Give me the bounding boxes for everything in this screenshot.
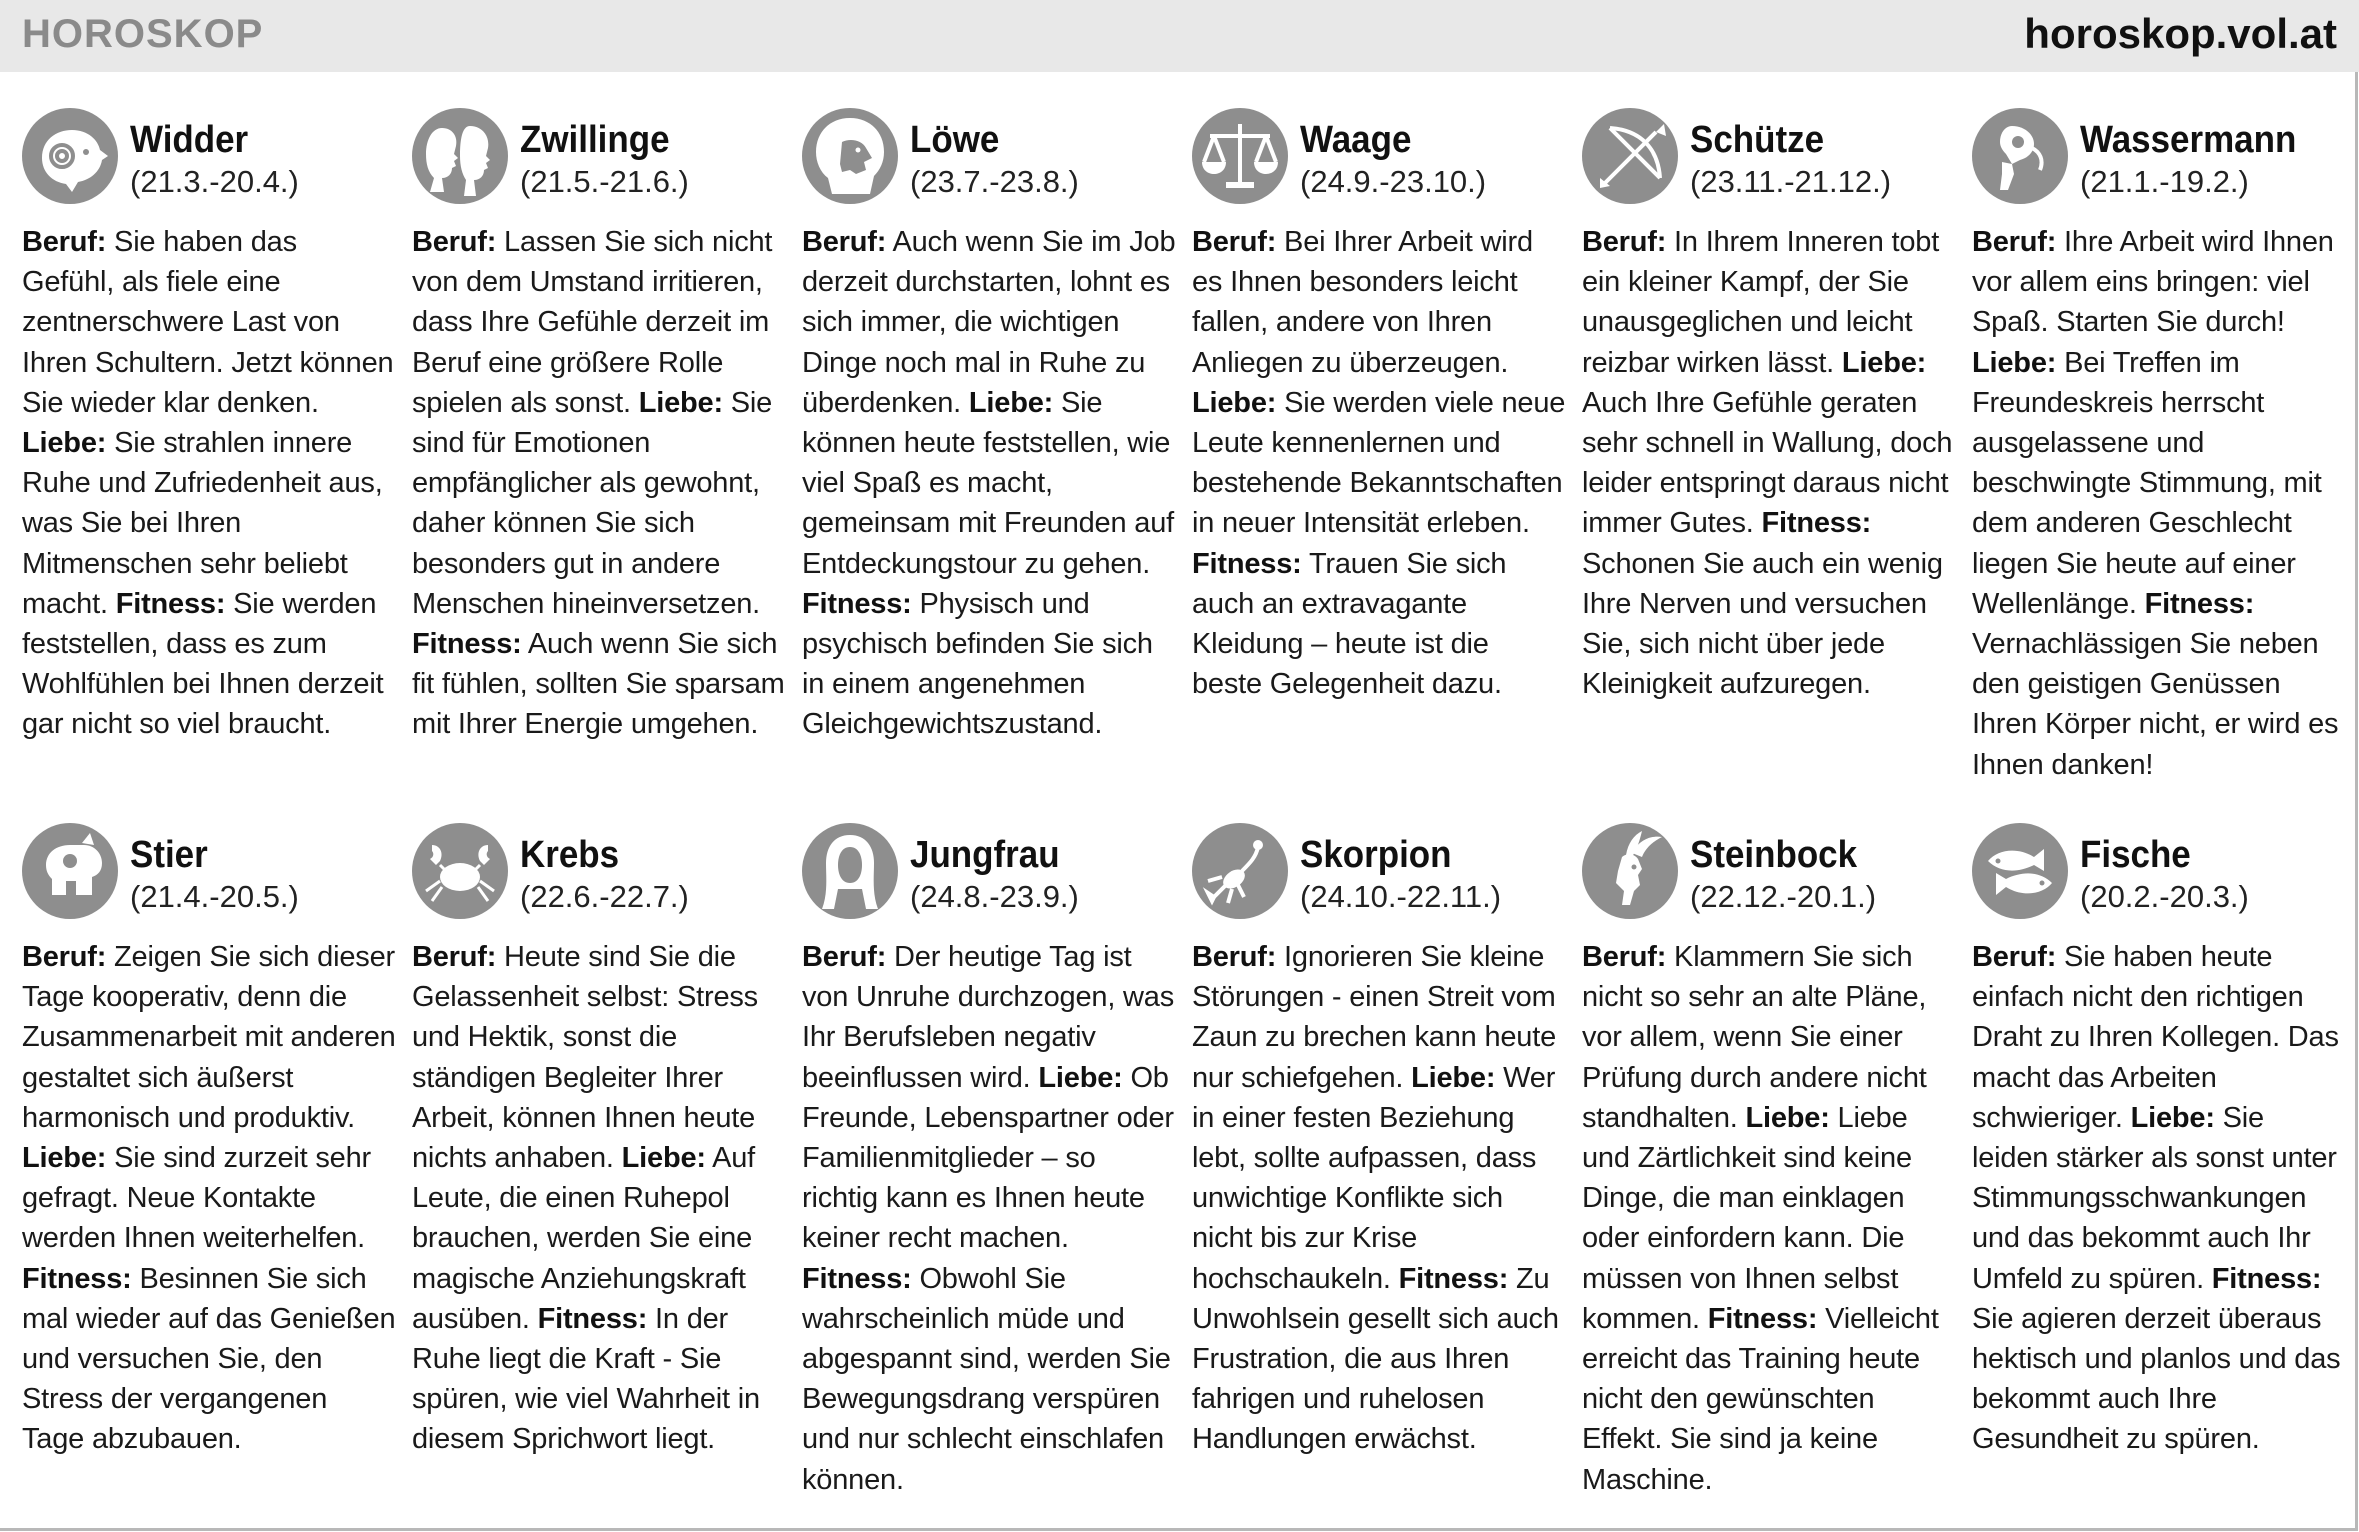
sign-name: Fische <box>2080 834 2191 876</box>
liebe-label: Liebe: <box>968 386 1054 419</box>
beruf-text: Zeigen Sie sich dieser Tage kooperativ, denn die Zusammenarbeit mit anderen gestaltet sich äußerst harmonisch und produktiv. <box>22 941 396 1134</box>
sign-dates: (24.10.-22.11.) <box>1300 879 1502 914</box>
liebe-text: Sie sind für Emotionen empfänglicher als gewohnt, daher können Sie sich besonders gut in andere Menschen hineinversetzen. <box>412 386 773 620</box>
sign-dates: (24.8.-23.9.) <box>910 879 1079 914</box>
liebe-text: Wer in einer festen Beziehung lebt, sollte aufpassen, dass unwichtige Konflikte sich nicht bis zur Krise hochschaukeln. <box>1192 1061 1556 1295</box>
fitness-label: Fitness: <box>412 628 522 661</box>
beruf-text: Auch wenn Sie im Job derzeit durchstarten, lohnt es sich immer, die wichtigen Dinge noch mal in Ruhe zu überdenken. <box>802 226 1176 419</box>
fitness-text: Schonen Sie auch ein wenig Ihre Nerven und versuchen Sie, sich nicht über jede Kleinigkeit aufzuregen. <box>1582 547 1943 701</box>
beruf-label: Beruf: <box>412 941 497 973</box>
liebe-text: Sie werden viele neue Leute kennenlernen und bestehende Bekanntschaften in neuer Intensität erleben. <box>1192 386 1566 540</box>
ram-icon <box>22 108 118 204</box>
sign-name: Jungfrau <box>910 834 1060 876</box>
sign-dates: (20.2.-20.3.) <box>2080 879 2249 914</box>
fitness-text: Auch wenn Sie sich fit fühlen, sollten Sie sparsam mit Ihrer Energie umgehen. <box>412 628 785 741</box>
sign-steinbock <box>1582 823 1956 1523</box>
sign-dates: (22.12.-20.1.) <box>1690 879 1877 914</box>
sign-text <box>1582 937 1956 1500</box>
section-title: HOROSKOP <box>22 12 264 56</box>
fitness-text: Zu Unwohlsein gesellt sich auch Frustration, die aus Ihren fahrigen und ruhelosen Handlungen erwächst. <box>1192 1262 1559 1456</box>
fitness-text: Besinnen Sie sich mal wieder auf das Genießen und versuchen Sie, den Stress der vergangenen Tage abzubauen. <box>22 1262 396 1456</box>
fish-icon <box>1972 823 2068 919</box>
sign-schuetze <box>1582 108 1956 823</box>
sign-wassermann <box>1972 108 2346 823</box>
archer-icon <box>1582 108 1678 204</box>
sign-name: Stier <box>130 834 208 876</box>
sign-widder <box>22 108 396 823</box>
site-link[interactable]: horoskop.vol.at <box>2024 10 2337 57</box>
fitness-label: Fitness: <box>802 1262 912 1295</box>
sign-text <box>1192 937 1566 1460</box>
liebe-label: Liebe: <box>1192 386 1277 419</box>
beruf-text: In Ihrem Inneren tobt ein kleiner Kampf, der Sie unausgeglichen und leicht reizbar wirken lässt. <box>1582 226 1940 379</box>
scales-icon <box>1192 108 1288 204</box>
sign-name: Schütze <box>1690 119 1825 161</box>
fitness-text: Sie agieren derzeit überaus hektisch und planlos und das bekommt auch Ihre Gesundheit zu spüren. <box>1972 1302 2341 1456</box>
beruf-text: Bei Ihrer Arbeit wird es Ihnen besonders leicht fallen, andere von Ihren Anliegen zu überzeugen. <box>1192 226 1533 379</box>
beruf-label: Beruf: <box>802 226 887 258</box>
beruf-label: Beruf: <box>22 941 107 973</box>
sign-name: Krebs <box>520 834 620 876</box>
beruf-text: Ignorieren Sie kleine Störungen - einen Streit vom Zaun zu brechen kann heute nur schiefgehen. <box>1192 941 1557 1094</box>
fitness-text: Trauen Sie sich auch an extravagante Kleidung – heute ist die beste Gelegenheit dazu. <box>1192 547 1507 701</box>
beruf-text: Heute sind Sie die Gelassenheit selbst: Stress und Hektik, sonst die ständigen Begleiter Ihrer Arbeit, können Ihnen heute nichts anhaben. <box>412 941 758 1175</box>
fitness-label: Fitness: <box>115 587 226 620</box>
sign-waage <box>1192 108 1566 823</box>
fitness-label: Fitness: <box>1707 1302 1818 1335</box>
sign-text <box>412 222 786 745</box>
sign-name: Wassermann <box>2080 119 2297 161</box>
beruf-label: Beruf: <box>802 941 887 973</box>
bull-icon <box>22 823 118 919</box>
sign-text <box>22 937 396 1460</box>
sign-text <box>802 937 1176 1500</box>
beruf-text: Sie haben das Gefühl, als fiele eine zentnerschwere Last von Ihren Schultern. Jetzt können Sie wieder klar denken. <box>22 226 394 419</box>
beruf-text: Lassen Sie sich nicht von dem Umstand irritieren, dass Ihre Gefühle derzeit im Beruf eine größere Rolle spielen als sonst. <box>412 226 773 419</box>
liebe-text: Sie strahlen innere Ruhe und Zufriedenheit aus, was Sie bei Ihren Mitmenschen sehr beliebt macht. <box>22 427 383 620</box>
beruf-text: Der heutige Tag ist von Unruhe durchzogen, was Ihr Berufsleben negativ beeinflussen wird. <box>802 941 1175 1094</box>
sign-dates: (22.6.-22.7.) <box>520 879 689 914</box>
sign-fische <box>1972 823 2346 1523</box>
beruf-label: Beruf: <box>22 226 107 258</box>
liebe-text: Sie sind zurzeit sehr gefragt. Neue Kontakte werden Ihnen weiterhelfen. <box>22 1142 371 1255</box>
beruf-text: Sie haben heute einfach nicht den richtigen Draht zu Ihren Kollegen. Das macht das Arbeiten schwieriger. <box>1972 941 2339 1134</box>
lion-icon <box>802 108 898 204</box>
beruf-label: Beruf: <box>1582 226 1667 258</box>
sign-dates: (21.4.-20.5.) <box>130 879 299 914</box>
sign-name: Widder <box>130 119 249 161</box>
beruf-label: Beruf: <box>412 226 497 258</box>
beruf-label: Beruf: <box>1192 226 1277 258</box>
sign-text <box>1972 937 2346 1460</box>
fitness-label: Fitness: <box>802 587 912 620</box>
fitness-text: In der Ruhe liegt die Kraft - Sie spüren, wie viel Wahrheit in diesem Sprichwort liegt. <box>412 1302 760 1456</box>
fitness-text: Sie werden feststellen, dass es zum Wohlfühlen bei Ihnen derzeit gar nicht so viel braucht. <box>22 587 384 741</box>
beruf-label: Beruf: <box>1192 941 1277 973</box>
liebe-text: Bei Treffen im Freundeskreis herrscht ausgelassene und beschwingte Stimmung, mit dem anderen Geschlecht liegen Sie heute auf einer Wellenlänge. <box>1972 346 2322 620</box>
sign-text <box>22 222 396 745</box>
sign-dates: (24.9.-23.10.) <box>1300 164 1487 199</box>
sign-text <box>412 937 786 1460</box>
liebe-label: Liebe: <box>22 1142 107 1175</box>
beruf-label: Beruf: <box>1582 941 1667 973</box>
liebe-text: Ob Freunde, Lebenspartner oder Familienmitglieder – so richtig kann es Ihnen heute keiner recht machen. <box>802 1061 1174 1255</box>
header-bar <box>0 0 2359 72</box>
beruf-label: Beruf: <box>1972 226 2057 258</box>
liebe-label: Liebe: <box>1841 346 1927 379</box>
sign-loewe <box>802 108 1176 823</box>
sign-krebs <box>412 823 786 1523</box>
liebe-label: Liebe: <box>1972 346 2057 379</box>
fitness-text: Obwohl Sie wahrscheinlich müde und abgespannt sind, werden Sie Bewegungsdrang verspüren und nur schlecht einschlafen können. <box>802 1262 1171 1496</box>
liebe-label: Liebe: <box>1038 1061 1123 1094</box>
liebe-label: Liebe: <box>1745 1101 1830 1134</box>
sign-name: Waage <box>1300 119 1412 161</box>
fitness-label: Fitness: <box>2144 587 2255 620</box>
sign-text <box>802 222 1176 745</box>
sign-name: Löwe <box>910 119 1000 161</box>
scorpion-icon <box>1192 823 1288 919</box>
liebe-text: Sie leiden stärker als sonst unter Stimmungsschwankungen und das bekommt auch Ihr Umfeld zu spüren. <box>1972 1101 2337 1295</box>
fitness-text: Physisch und psychisch befinden Sie sich in einem angenehmen Gleichgewichtszustand. <box>802 587 1153 741</box>
beruf-text: Ihre Arbeit wird Ihnen vor allem eins bringen: viel Spaß. Starten Sie durch! <box>1972 226 2334 339</box>
sign-name: Steinbock <box>1690 834 1858 876</box>
water-bearer-icon <box>1972 108 2068 204</box>
sign-jungfrau <box>802 823 1176 1523</box>
fitness-label: Fitness: <box>1192 547 1302 580</box>
fitness-label: Fitness: <box>22 1262 132 1295</box>
sign-text <box>1582 222 1956 704</box>
liebe-label: Liebe: <box>22 427 107 460</box>
liebe-text: Auf Leute, die einen Ruhepol brauchen, werden Sie eine magische Anziehungskraft ausüben. <box>412 1142 756 1335</box>
virgin-icon <box>802 823 898 919</box>
liebe-text: Auch Ihre Gefühle geraten sehr schnell in Wallung, doch leider entspringt daraus nicht immer Gutes. <box>1582 386 1953 540</box>
sign-stier <box>22 823 396 1523</box>
liebe-label: Liebe: <box>1411 1061 1496 1094</box>
liebe-label: Liebe: <box>621 1142 706 1175</box>
liebe-label: Liebe: <box>638 386 723 419</box>
fitness-label: Fitness: <box>1398 1262 1509 1295</box>
beruf-label: Beruf: <box>1972 941 2057 973</box>
sign-zwillinge <box>412 108 786 823</box>
sign-name: Skorpion <box>1300 834 1452 876</box>
sign-dates: (23.11.-21.12.) <box>1690 164 1892 199</box>
sign-dates: (21.3.-20.4.) <box>130 164 299 199</box>
fitness-label: Fitness: <box>537 1302 648 1335</box>
fitness-text: Vernachlässigen Sie neben den geistigen Genüssen Ihren Körper nicht, er wird es Ihnen danken! <box>1972 628 2339 781</box>
goat-icon <box>1582 823 1678 919</box>
liebe-label: Liebe: <box>2130 1101 2215 1134</box>
beruf-text: Klammern Sie sich nicht so sehr an alte Pläne, vor allem, wenn Sie einer Prüfung durch andere nicht standhalten. <box>1582 941 1927 1134</box>
sign-dates: (21.5.-21.6.) <box>520 164 689 199</box>
sign-text <box>1972 222 2346 785</box>
horoscope-grid <box>22 108 2342 1523</box>
liebe-text: Liebe und Zärtlichkeit sind keine Dinge, die man einklagen oder einfordern kann. Die müssen von Ihnen selbst kommen. <box>1582 1101 1912 1335</box>
liebe-text: Sie können heute feststellen, wie viel Spaß es macht, gemeinsam mit Freunden auf Entdeckungstour zu gehen. <box>802 386 1174 580</box>
twins-icon <box>412 108 508 204</box>
fitness-label: Fitness: <box>1761 507 1872 540</box>
crab-icon <box>412 823 508 919</box>
sign-dates: (21.1.-19.2.) <box>2080 164 2249 199</box>
sign-text <box>1192 222 1566 704</box>
fitness-label: Fitness: <box>2211 1262 2322 1295</box>
fitness-text: Vielleicht erreicht das Training heute nicht den gewünschten Effekt. Sie sind ja keine Maschine. <box>1582 1302 1939 1496</box>
sign-dates: (23.7.-23.8.) <box>910 164 1079 199</box>
sign-name: Zwillinge <box>520 119 670 161</box>
sign-skorpion <box>1192 823 1566 1523</box>
